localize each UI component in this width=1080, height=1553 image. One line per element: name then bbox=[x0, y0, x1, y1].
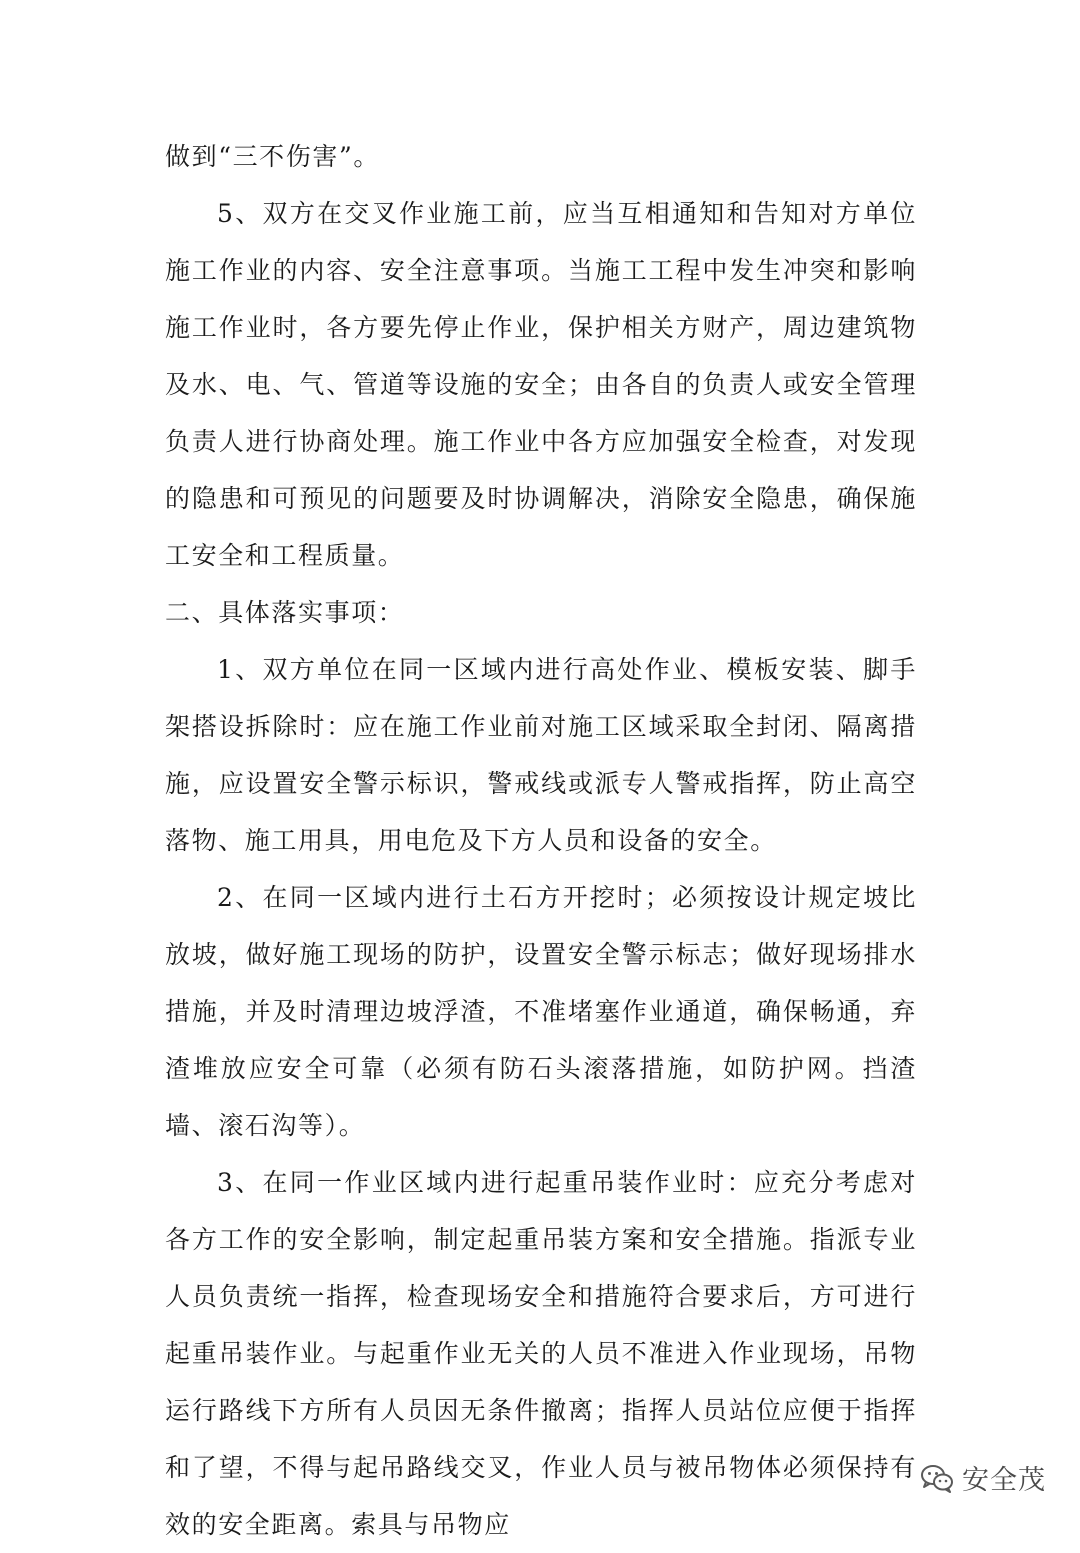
paragraph-continuation: 做到“三不伤害”。 bbox=[165, 142, 380, 171]
section-heading: 二、具体落实事项： bbox=[165, 598, 405, 627]
paragraph-item-3: 3、在同一作业区域内进行起重吊装作业时：应充分考虑对各方工作的安全影响，制定起重吊装方案和安全措施。指派专业人员负责统一指挥，检查现场安全和措施符合要求后，方可进行起重吊装作业。与起重作业无关的人员不准进入作业现场，吊物运行路线下方所有人员因无条件撤离；指挥人员站位应便于指挥和了望，不得与起吊路线交叉，作业人员与被吊物体必须保持有效的安全距离。索具与吊物应 bbox=[165, 1168, 917, 1539]
wechat-icon bbox=[920, 1463, 954, 1493]
watermark bbox=[920, 1458, 1046, 1497]
paragraph-item-1: 1、双方单位在同一区域内进行高处作业、模板安装、脚手架搭设拆除时：应在施工作业前对施工区域采取全封闭、隔离措施，应设置安全警示标识，警戒线或派专人警戒指挥，防止高空落物、施工用具，用电危及下方人员和设备的安全。 bbox=[165, 655, 917, 855]
paragraph-item-2: 2、在同一区域内进行土石方开挖时；必须按设计规定坡比放坡，做好施工现场的防护，设置安全警示标志；做好现场排水措施，并及时清理边坡浮渣，不准堵塞作业通道，确保畅通，弃渣堆放应安全可靠（必须有防石头滚落措施，如防护网。挡渣墙、滚石沟等）。 bbox=[165, 883, 917, 1140]
watermark-text: 安全茂 bbox=[962, 1465, 1046, 1496]
document-body bbox=[165, 128, 917, 1553]
paragraph-item-5: 5、双方在交叉作业施工前，应当互相通知和告知对方单位施工作业的内容、安全注意事项。当施工工程中发生冲突和影响施工作业时，各方要先停止作业，保护相关方财产，周边建筑物及水、电、气、管道等设施的安全；由各自的负责人或安全管理负责人进行协商处理。施工作业中各方应加强安全检查，对发现的隐患和可预见的问题要及时协调解决，消除安全隐患，确保施工安全和工程质量。 bbox=[165, 199, 917, 570]
